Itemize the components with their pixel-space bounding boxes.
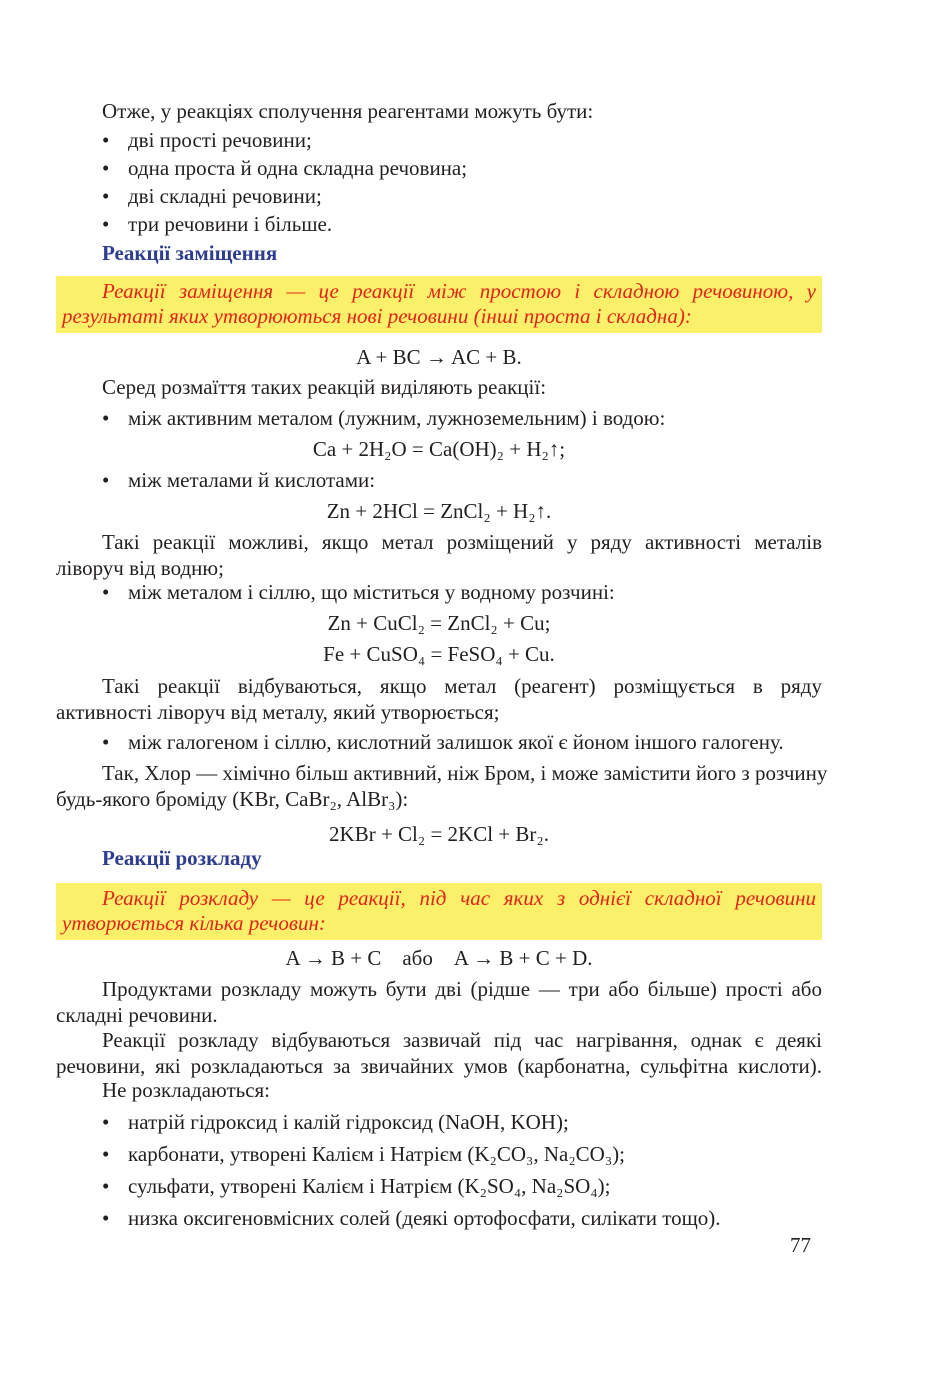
list-item (102, 1205, 721, 1231)
paragraph-text: речовини, які розкладаються за звичайних умов (карбонатна, сульфітна кислоти). (56, 1054, 822, 1078)
list-item-text: карбонати, утворені Калієм і Натрієм (K₂CO₃, Na₂CO₃); (128, 1142, 625, 1166)
list-item-text: між металом і сіллю, що міститься у водному розчині: (128, 580, 615, 604)
paragraph-text: Продуктами розкладу можуть бути дві (рідше — три або більше) прості або (102, 977, 822, 1001)
bullet-icon: • (102, 580, 110, 604)
intro-text: Отже, у реакціях сполучення реагентами можуть бути: (102, 99, 594, 123)
list-item (102, 183, 322, 209)
list-item-text: одна проста й одна складна речовина; (128, 156, 468, 180)
definition-box-decomposition (56, 883, 822, 940)
paragraph-text: Такі реакції можливі, якщо метал розміщений у ряду активності металів (102, 530, 822, 554)
definition-box-substitution (56, 276, 822, 333)
list-item-text: натрій гідроксид і калій гідроксид (NaOH, KOH); (128, 1110, 569, 1134)
list-item-text: між металами й кислотами: (128, 468, 376, 492)
equation: Fe + CuSO₄ = FeSO₄ + Cu. (323, 642, 555, 666)
list-item-text: сульфати, утворені Калієм і Натрієм (K₂SO₄, Na₂SO₄); (128, 1174, 611, 1198)
list-item-text: дві прості речовини; (128, 128, 312, 152)
list-item (102, 405, 665, 431)
bullet-icon: • (102, 184, 110, 208)
list-item (102, 211, 332, 237)
general-scheme-decomposition: A → B + C або A → B + C + D. (285, 946, 593, 970)
bullet-icon: • (102, 1206, 110, 1230)
paragraph (56, 529, 822, 581)
definition-text: Реакції розкладу — це реакції, під час яких з однієї складної речовини (102, 886, 816, 910)
paragraph-text: Не розкладаються: (102, 1078, 271, 1102)
paragraph-text: будь-якого броміду (KBr, CaBr₂, AlBr₃): (56, 787, 409, 811)
paragraph-text: ліворуч від водню; (56, 556, 224, 580)
paragraph-text: Такі реакції відбуваються, якщо метал (реагент) розміщується в ряду (102, 674, 822, 698)
list-item (102, 467, 375, 493)
bullet-icon: • (102, 128, 110, 152)
paragraph-text: складні речовини. (56, 1003, 218, 1027)
equation: Zn + 2HCl = ZnCl₂ + H₂↑. (326, 499, 552, 523)
bullet-icon: • (102, 1174, 110, 1198)
paragraph-text: активності ліворуч від металу, який утворюється; (56, 700, 500, 724)
list-item (102, 155, 467, 181)
paragraph-text: Так, Хлор — хімічно більш активний, ніж Бром, і може замістити його з розчину (102, 761, 828, 785)
equation: Ca + 2H₂O = Ca(OH)₂ + H₂↑; (312, 437, 566, 461)
equation: Zn + CuCl₂ = ZnCl₂ + Cu; (327, 611, 551, 635)
definition-text: Реакції заміщення — це реакції між простою і складною речовиною, у (102, 279, 816, 303)
page-number: 77 (790, 1233, 811, 1257)
paragraph (56, 760, 828, 812)
bullet-icon: • (102, 406, 110, 430)
list-item-text: між галогеном і сіллю, кислотний залишок якої є йоном іншого галогену. (128, 730, 784, 754)
list-item-text: три речовини і більше. (128, 212, 333, 236)
equation: 2KBr + Cl₂ = 2KCl + Br₂. (329, 822, 549, 846)
bullet-icon: • (102, 730, 110, 754)
bullet-icon: • (102, 468, 110, 492)
bullet-icon: • (102, 212, 110, 236)
list-item (102, 729, 784, 755)
list-item (102, 579, 615, 605)
general-scheme-substitution: A + BC → AC + B. (356, 345, 522, 369)
list-item-text: між активним металом (лужним, лужноземельним) і водою: (128, 406, 666, 430)
definition-text: утворюється кілька речовин: (62, 911, 326, 935)
paragraph-text: Серед розмаїття таких реакцій виділяють реакції: (102, 375, 547, 399)
bullet-icon: • (102, 1110, 110, 1134)
section-heading-substitution: Реакції заміщення (102, 241, 278, 265)
list-item (102, 1109, 569, 1135)
list-item (102, 1141, 625, 1167)
list-item-text: дві складні речовини; (128, 184, 322, 208)
definition-text: результаті яких утворюються нові речовини (інші проста і складна): (62, 304, 692, 328)
paragraph (56, 1027, 822, 1079)
list-item-text: низка оксигеновмісних солей (деякі ортофосфати, силікати тощо). (128, 1206, 721, 1230)
list-item (102, 127, 312, 153)
bullet-icon: • (102, 1142, 110, 1166)
section-heading-decomposition: Реакції розкладу (102, 846, 262, 870)
paragraph-text: Реакції розкладу відбуваються зазвичай під час нагрівання, однак є деякі (102, 1028, 822, 1052)
paragraph (56, 976, 822, 1028)
bullet-icon: • (102, 156, 110, 180)
paragraph (56, 673, 822, 725)
list-item (102, 1173, 610, 1199)
